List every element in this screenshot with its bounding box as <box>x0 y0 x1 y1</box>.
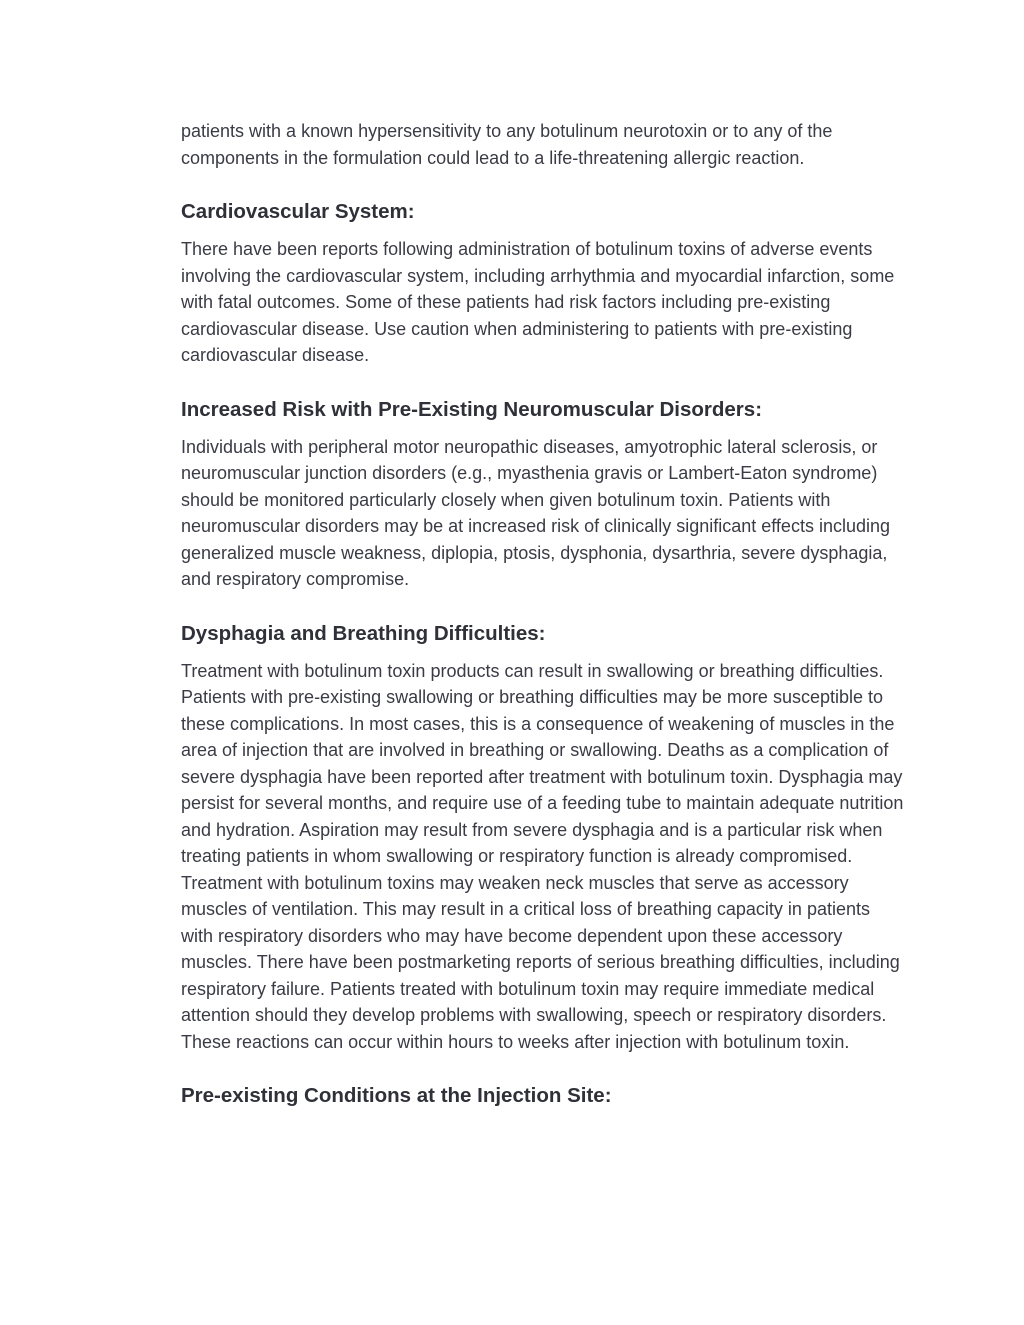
paragraph-cardiovascular-system: There have been reports following administration of botulinum toxins of adverse events involving the cardiovascular system, including arrhythmia and myocardial infarction, some with fatal outcomes. Some of these patients had risk factors including pre-existing cardiovascular disease. Use caution when administering to patients with pre-existing cardiovascular disease. <box>181 239 895 365</box>
paragraph-neuromuscular-disorders: Individuals with peripheral motor neuropathic diseases, amyotrophic lateral sclerosis, or neuromuscular junction disorders (e.g., myasthenia gravis or Lambert-Eaton syndrome) should be monitored particularly closely when given botulinum toxin. Patients with neuromuscular disorders may be at increased risk of clinically significant effects including generalized muscle weakness, diplopia, ptosis, dysphonia, dysarthria, severe dysphagia, and respiratory compromise. <box>181 436 890 589</box>
heading-cardiovascular-system: Cardiovascular System: <box>181 200 415 223</box>
document-page <box>181 118 905 1109</box>
heading-dysphagia-breathing: Dysphagia and Breathing Difficulties: <box>181 621 546 645</box>
intro-paragraph: patients with a known hypersensitivity to any botulinum neurotoxin or to any of the components in the formulation could lead to a life-threatening allergic reaction. <box>181 121 833 168</box>
heading-neuromuscular-disorders: Increased Risk with Pre-Existing Neuromuscular Disorders: <box>181 397 763 421</box>
heading-injection-site-conditions: Pre-existing Conditions at the Injection Site: <box>181 1084 612 1107</box>
paragraph-dysphagia-breathing: Treatment with botulinum toxin products can result in swallowing or breathing difficulties. Patients with pre-existing swallowing or breathing difficulties may be more susceptible to these complications. In most cases, this is a consequence of weakening of muscles in the area of injection that are involved in breathing or swallowing. Deaths as a complication of severe dysphagia have been reported after treatment with botulinum toxin. Dysphagia may persist for several months, and require use of a feeding tube to maintain adequate nutrition and hydration. Aspiration may result from severe dysphagia and is a particular risk when treating patients in whom swallowing or respiratory function is already compromised. Treatment with botulinum toxins may weaken neck muscles that serve as accessory muscles of ventilation. This may result in a critical loss of breathing capacity in patients with respiratory disorders who may have become dependent upon these accessory muscles. There have been postmarketing reports of serious breathing difficulties, including respiratory failure. Patients treated with botulinum toxin may require immediate medical attention should they develop problems with swallowing, speech or respiratory disorders. These reactions can occur within hours to weeks after injection with botulinum toxin. <box>181 660 904 1052</box>
